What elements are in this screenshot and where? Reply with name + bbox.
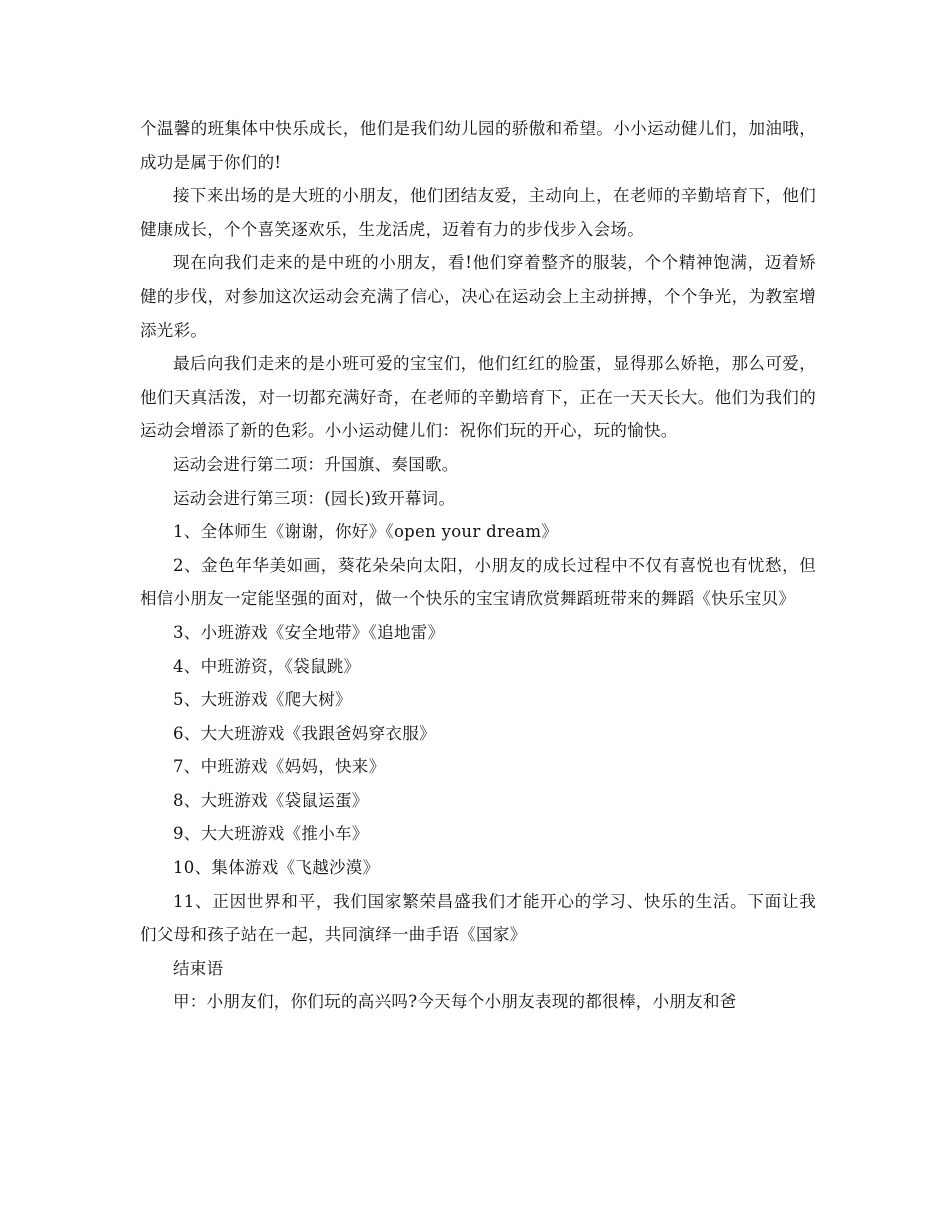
list-item-4: 4、中班游资，《袋鼠跳》: [173, 656, 361, 676]
paragraph-1: 个温馨的班集体中快乐成长，他们是我们幼儿园的骄傲和希望。小小运动健儿们，加油哦，成功是属于你们的!: [140, 119, 816, 172]
list-item-7: 7、中班游戏《妈妈，快来》: [173, 757, 386, 777]
paragraph-closing: 甲：小朋友们，你们玩的高兴吗?今天每个小朋友表现的都很棒，小朋友和爸: [173, 992, 737, 1012]
paragraph-6: 运动会进行第三项：(园长)致开幕词。: [173, 488, 456, 508]
list-item-9: 9、大大班游戏《推小车》: [173, 824, 369, 844]
list-item-1: 1、全体师生《谢谢，你好》《open your dream》: [173, 522, 559, 542]
list-item-2: 2、金色年华美如画，葵花朵朵向太阳，小朋友的成长过程中不仅有喜悦也有忧愁，但相信小朋友一定能坚强的面对，做一个快乐的宝宝请欣赏舞蹈班带来的舞蹈《快乐宝贝》: [140, 555, 816, 609]
list-item-8: 8、大班游戏《袋鼠运蛋》: [173, 790, 369, 810]
list-item-5: 5、大班游戏《爬大树》: [173, 690, 352, 710]
paragraph-4: 最后向我们走来的是小班可爱的宝宝们，他们红红的脸蛋，显得那么娇艳，那么可爱，他们天真活泼，对一切都充满好奇，在老师的辛勤培育下，正在一天天长大。他们为我们的运动会增添了新的色彩。小小运动健儿们：祝你们玩的开心，玩的愉快。: [140, 354, 816, 441]
paragraph-5: 运动会进行第二项：升国旗、奏国歌。: [173, 454, 459, 474]
list-item-11: 11、正因世界和平，我们国家繁荣昌盛我们才能开心的学习、快乐的生活。下面让我们父母和孩子站在一起，共同演绎一曲手语《国家》: [140, 891, 816, 945]
paragraph-3: 现在向我们走来的是中班的小朋友，看!他们穿着整齐的服装，个个精神饱满，迈着矫健的步伐，对参加这次运动会充满了信心，决心在运动会上主动拼搏，个个争光，为教室增添光彩。: [140, 253, 816, 340]
section-heading-closing: 结束语: [173, 958, 224, 978]
document-body: [140, 112, 816, 1019]
list-item-10: 10、集体游戏《飞越沙漠》: [173, 858, 380, 878]
list-item-6: 6、大大班游戏《我跟爸妈穿衣服》: [173, 723, 436, 743]
paragraph-2: 接下来出场的是大班的小朋友，他们团结友爱，主动向上，在老师的辛勤培育下，他们健康成长，个个喜笑逐欢乐，生龙活虎，迈着有力的步伐步入会场。: [140, 186, 816, 239]
list-item-3: 3、小班游戏《安全地带》《追地雷》: [173, 622, 445, 642]
